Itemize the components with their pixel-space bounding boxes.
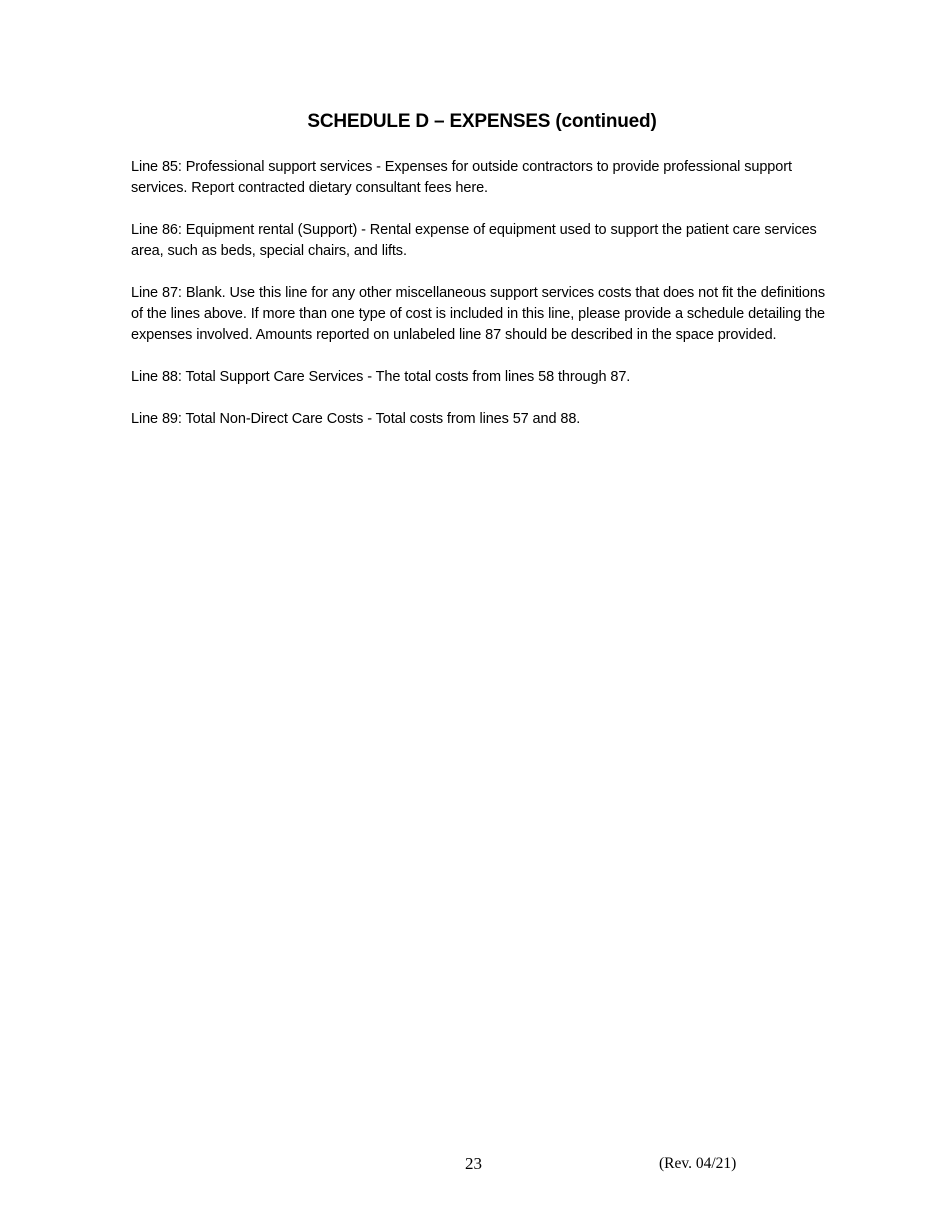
paragraph-line-89: Line 89: Total Non-Direct Care Costs - Total costs from lines 57 and 88. <box>131 411 581 427</box>
page-title: SCHEDULE D – EXPENSES (continued) <box>307 111 657 132</box>
paragraph-line-86: Line 86: Equipment rental (Support) - Rental expense of equipment used to support the patient care services area, such as beds, special chairs, and lifts. <box>131 222 817 259</box>
paragraph-line-87: Line 87: Blank. Use this line for any other miscellaneous support services costs that does not fit the definitions of the lines above. If more than one type of cost is included in this line, please provide a schedule detailing the expenses involved. Amounts reported on unlabeled line 87 should be described in the space provided. <box>131 285 825 343</box>
paragraph-line-88: Line 88: Total Support Care Services - The total costs from lines 58 through 87. <box>131 369 631 385</box>
revision-date: (Rev. 04/21) <box>659 1155 737 1172</box>
document-body <box>131 157 825 451</box>
paragraph-line-85: Line 85: Professional support services - Expenses for outside contractors to provide professional support services. Report contracted dietary consultant fees here. <box>131 159 792 196</box>
page-number: 23 <box>465 1154 482 1173</box>
